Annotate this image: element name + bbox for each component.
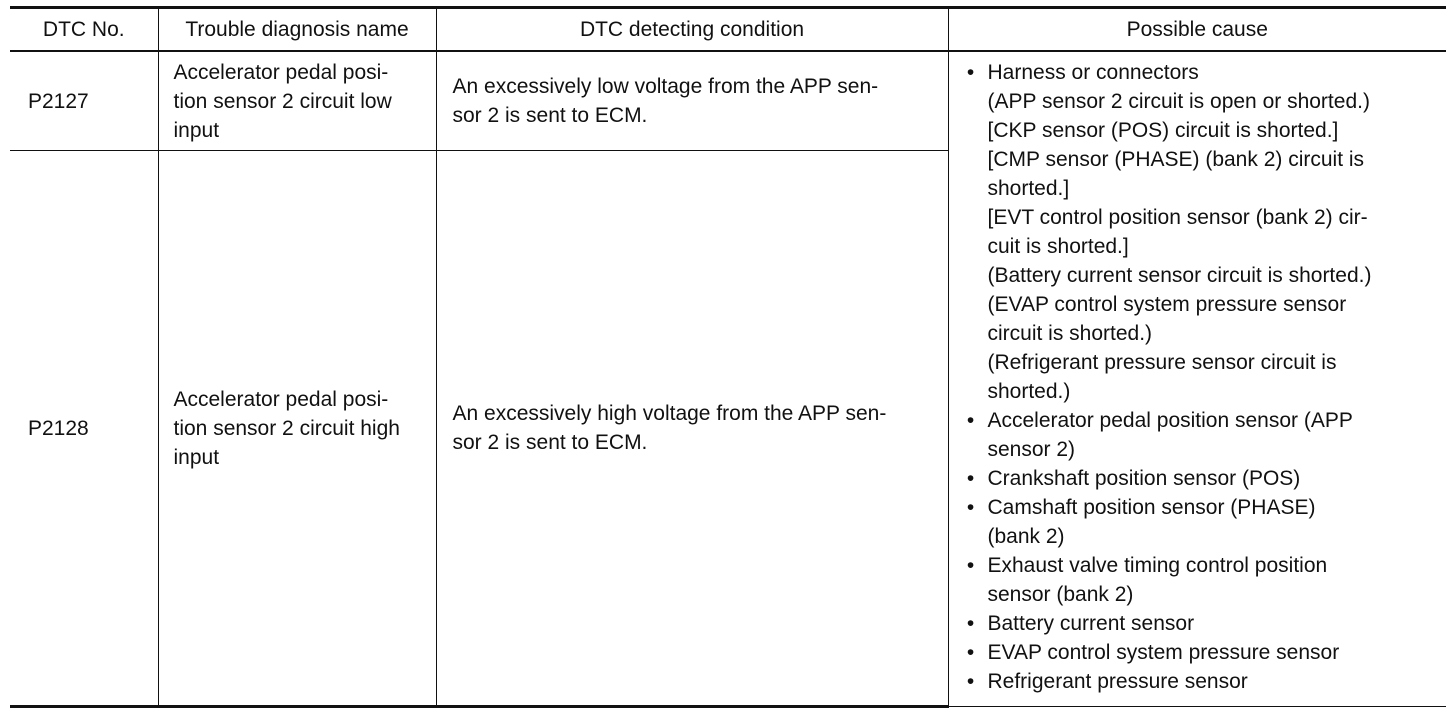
cause-detail: (EVAP control system pressure sensor circuit is shorted.) bbox=[987, 293, 1347, 345]
header-dtc-no: DTC No. bbox=[10, 8, 158, 52]
cause-item-text: Battery current sensor bbox=[987, 612, 1195, 635]
cause-item-text: Crankshaft position sensor (POS) bbox=[987, 467, 1301, 490]
header-diagnosis-name: Trouble diagnosis name bbox=[158, 8, 436, 52]
possible-cause-cell bbox=[948, 51, 1446, 707]
cause-detail: [EVT control position sensor (bank 2) cir- cuit is shorted.] bbox=[987, 206, 1368, 258]
cause-item-text: Camshaft position sensor (PHASE) (bank 2) bbox=[987, 496, 1316, 548]
cause-item-text: EVAP control system pressure sensor bbox=[987, 641, 1340, 664]
cause-detail: [CMP sensor (PHASE) (bank 2) circuit is shorted.] bbox=[987, 148, 1365, 200]
table-row-p2127 bbox=[10, 51, 1446, 151]
bullet-icon: • bbox=[966, 467, 975, 490]
cause-item-harness bbox=[963, 58, 1439, 406]
bullet-icon: • bbox=[966, 409, 975, 432]
cause-detail: (Battery current sensor circuit is shorted.) bbox=[987, 264, 1372, 287]
detecting-condition-cell: An excessively low voltage from the APP sen- sor 2 is sent to ECM. bbox=[436, 51, 948, 151]
diagnosis-name-cell: Accelerator pedal posi- tion sensor 2 circuit high input bbox=[158, 151, 436, 707]
cause-item-text: Exhaust valve timing control position sensor (bank 2) bbox=[987, 554, 1328, 606]
diagnosis-name-cell: Accelerator pedal posi- tion sensor 2 circuit low input bbox=[158, 51, 436, 151]
detecting-condition-cell: An excessively high voltage from the APP sen- sor 2 is sent to ECM. bbox=[436, 151, 948, 707]
cause-item-title: Harness or connectors bbox=[987, 61, 1199, 84]
bullet-icon: • bbox=[966, 496, 975, 519]
cause-item bbox=[963, 464, 1439, 493]
dtc-table-container bbox=[10, 6, 1446, 708]
cause-item bbox=[963, 609, 1439, 638]
cause-item bbox=[963, 667, 1439, 696]
dtc-table bbox=[10, 6, 1446, 708]
bullet-icon: • bbox=[966, 670, 975, 693]
bullet-icon: • bbox=[966, 612, 975, 635]
possible-cause-list bbox=[963, 58, 1439, 696]
bullet-icon: • bbox=[966, 641, 975, 664]
cause-item bbox=[963, 406, 1439, 464]
cause-detail: [CKP sensor (POS) circuit is shorted.] bbox=[987, 119, 1339, 142]
cause-detail: (APP sensor 2 circuit is open or shorted.) bbox=[987, 90, 1370, 113]
header-possible-cause: Possible cause bbox=[948, 8, 1446, 52]
dtc-code-cell: P2128 bbox=[10, 151, 158, 707]
cause-item-text: Refrigerant pressure sensor bbox=[987, 670, 1248, 693]
cause-item bbox=[963, 638, 1439, 667]
bullet-icon: • bbox=[966, 554, 975, 577]
bullet-icon: • bbox=[966, 61, 975, 84]
cause-item bbox=[963, 493, 1439, 551]
header-detecting-condition: DTC detecting condition bbox=[436, 8, 948, 52]
cause-item bbox=[963, 551, 1439, 609]
dtc-code-cell: P2127 bbox=[10, 51, 158, 151]
cause-item-text: Accelerator pedal position sensor (APP sensor 2) bbox=[987, 409, 1353, 461]
cause-detail: (Refrigerant pressure sensor circuit is shorted.) bbox=[987, 351, 1337, 403]
table-header-row bbox=[10, 8, 1446, 52]
